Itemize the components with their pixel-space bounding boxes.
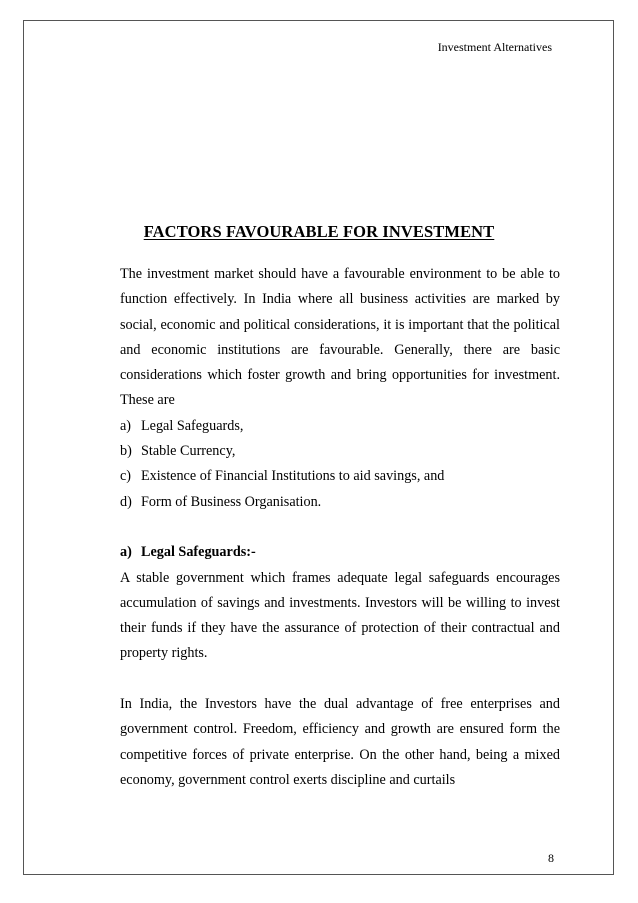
india-investors-paragraph: In India, the Investors have the dual advantage of free enterprises and government control. Freedom, efficiency and growth are ensured form the competitive forces of private enterprise. On the other hand, being a mixed economy, government control exerts discipline and curtails (120, 696, 560, 788)
running-header: Investment Alternatives (437, 40, 552, 54)
list-item-text: Legal Safeguards, (141, 417, 244, 434)
subsection-marker: a) (120, 544, 132, 561)
considerations-list (120, 414, 560, 515)
legal-safeguards-paragraph: A stable government which frames adequate legal safeguards encourages accumulation of savings and investments. Investors will be willing to invest their funds if they have the assurance of protection of their contractual and property rights. (120, 569, 560, 662)
list-item-text: Form of Business Organisation. (141, 493, 322, 510)
list-item (120, 414, 560, 439)
list-item (120, 464, 560, 489)
subsection-heading (120, 540, 560, 565)
document-body (120, 262, 560, 793)
list-item (120, 439, 560, 464)
list-marker: b) (120, 443, 132, 460)
list-marker: d) (120, 493, 132, 510)
list-item-text: Stable Currency, (141, 443, 236, 460)
list-marker: c) (120, 468, 132, 485)
spacer (120, 515, 560, 540)
spacer (120, 667, 560, 692)
page-number: 8 (548, 851, 554, 865)
list-marker: a) (120, 417, 132, 434)
subsection-heading-text: Legal Safeguards:- (141, 544, 256, 561)
list-item (120, 490, 560, 515)
intro-paragraph: The investment market should have a favourable environment to be able to function effectively. In India where all business activities are marked by social, economic and political considerations, it is important that the political and economic institutions are favourable. Generally, there are basic considerations which foster growth and bring opportunities for investment. These are (120, 266, 560, 409)
section-title: FACTORS FAVOURABLE FOR INVESTMENT (143, 222, 495, 241)
list-item-text: Existence of Financial Institutions to aid savings, and (141, 468, 445, 485)
